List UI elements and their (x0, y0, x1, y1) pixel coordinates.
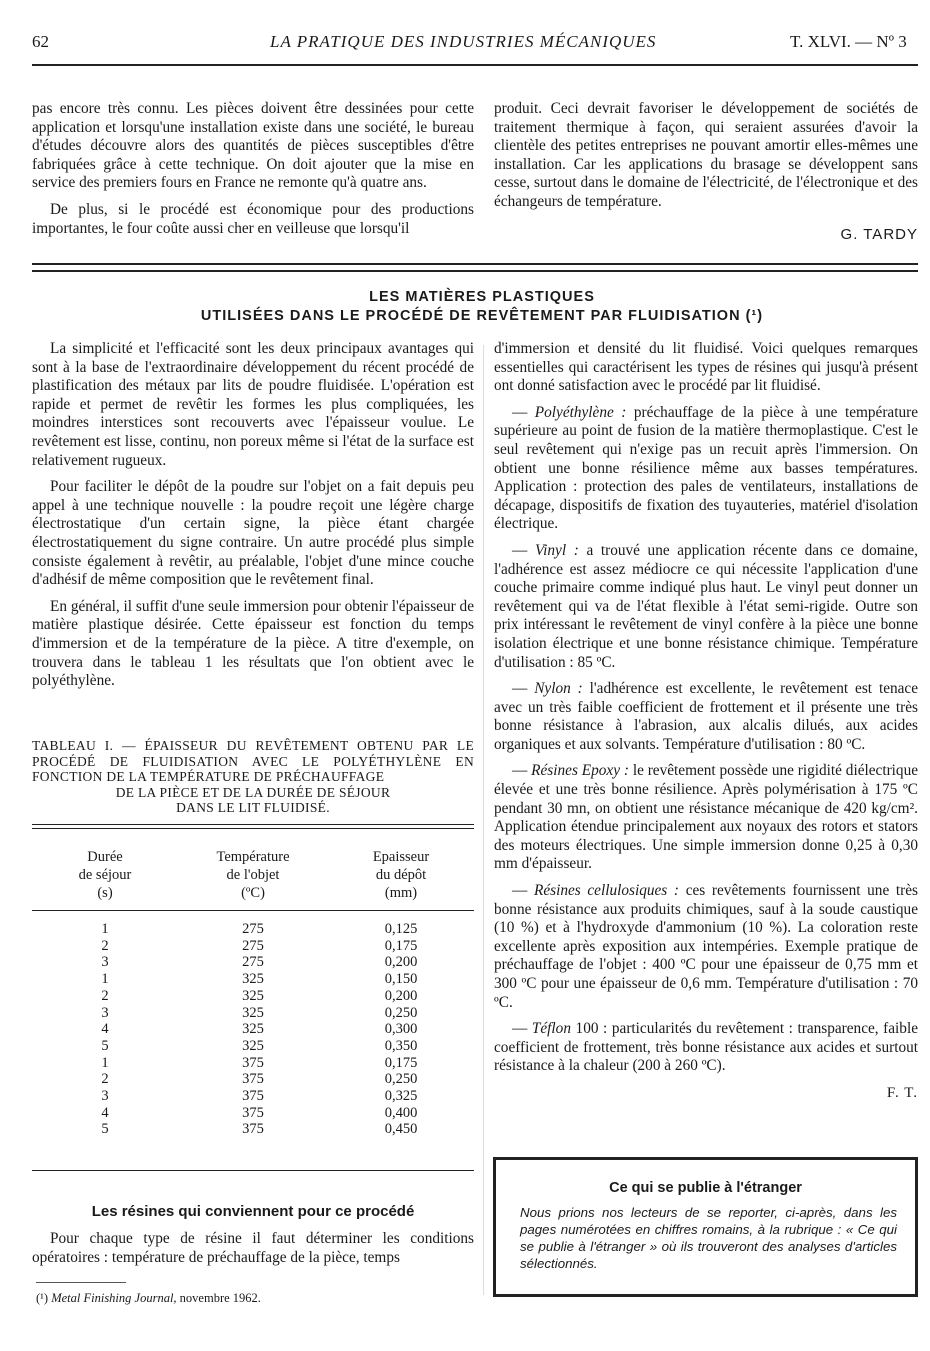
resin-paragraph (494, 882, 918, 1012)
header-text: Durée (87, 849, 123, 865)
table-cell: 2 (101, 987, 109, 1004)
table-row (32, 938, 474, 955)
table-bottom-rule (32, 1170, 474, 1171)
table-cell: 2 (101, 937, 109, 954)
resin-list (494, 404, 918, 1076)
table-caption-line-1: TABLEAU I. — ÉPAISSEUR DU REVÊTEMENT OBTENU PAR LE PROCÉDÉ DE FLUIDISATION AVEC LE POLYÉTHYLÈNE EN FONCTION DE LA TEMPÉRATURE DE PRÉCHAUFFAGE (32, 738, 474, 784)
page-header (0, 30, 930, 60)
volume-number: T. XLVI. — Nº 3 (790, 32, 907, 51)
table-row (32, 1038, 474, 1055)
header-text: du dépôt (375, 867, 427, 883)
resin-description: ces revêtements fournissent une très bonne résistance aux produits chimiques, sauf à la soude caustique (10 %) et à l'hydroxyde d'ammonium (10 %). La coloration reste excellente après exposition aux intempéries. Exemple pratique de préchauffage de l'objet : 400 ºC pour une épaisseur de 0,75 mm et 300 ºC pour une épaisseur de 0,6 mm. Température d'utilisation : 70 ºC. (494, 882, 919, 1011)
header-text: (ºC) (241, 885, 265, 901)
table-cell: 375 (242, 1054, 264, 1071)
resin-description: a trouvé une application récente dans ce domaine, l'adhérence est assez médiocre ce qui nécessite l'application d'une couche primaire comme indiqué plus haut. Le vinyl peut donner un revêtement qui va de l'état flexible à l'état semi-rigide. Outre son prix intéressant le revêtement de vinyl confère à la pièce une bonne isolation électrique et une bonne résistance chimique. Température d'utilisation : 85 ºC. (494, 541, 919, 671)
column-divider (483, 345, 484, 1295)
table-cell: 5 (101, 1037, 109, 1054)
header-text: (mm) (384, 885, 418, 901)
table-cell: 3 (101, 1004, 109, 1021)
table-cell: 0,325 (384, 1088, 418, 1105)
table-cell: 275 (242, 921, 264, 937)
table-cell: 3 (101, 1088, 109, 1105)
table-cell: 0,250 (384, 1071, 418, 1088)
table-cell: 0,400 (384, 1104, 418, 1121)
box-body: Nous prions nos lecteurs de se reporter, ci-après, dans les pages numérotées en chiffres romains, à la rubrique : « Ce qui se publie à l'étranger » où ils trouveront des analyses d'articles sélectionnés. (520, 1205, 897, 1271)
resin-paragraph (494, 762, 918, 874)
resin-name: Nylon : (534, 680, 583, 698)
prev-article-right-column (494, 100, 918, 252)
resin-dash: — (512, 882, 534, 900)
table-cell: 275 (242, 954, 264, 971)
header-rule (32, 64, 918, 66)
table-cell: 375 (242, 1088, 264, 1105)
table-cell: 0,200 (384, 987, 418, 1004)
table-cell: 0,175 (384, 937, 418, 954)
prev-paragraph: De plus, si le procédé est économique pour des productions importantes, le four coûte aussi cher en veilleuse que lorsqu'il (32, 200, 474, 237)
footnote-source: Metal Finishing Journal (51, 1291, 174, 1305)
header-text: (s) (97, 885, 113, 901)
table-body (32, 921, 474, 1138)
table-cell: 1 (101, 1054, 109, 1071)
table-cell: 4 (101, 1104, 109, 1121)
resin-description: le revêtement possède une rigidité diélectrique élevée et une très bonne résilience. Après polymérisation à 175 ºC pendant 30 mn, on obtient une résistance mécanique de 420 kg/cm². Application étendue principalement aux noyaux des rotors et stators des moteurs électriques. Une simple immersion donne 0,25 à 0,30 mm d'épaisseur. (494, 762, 919, 873)
table-row (32, 1105, 474, 1122)
subsection-text (32, 1230, 474, 1275)
table-cell: 5 (101, 1121, 109, 1138)
article-title-line-1: LES MATIÈRES PLASTIQUES (369, 289, 595, 305)
table-cell: 0,175 (384, 1054, 418, 1071)
page-number: 62 (32, 32, 49, 51)
table-cell: 325 (242, 971, 264, 988)
prev-article-signature: G. TARDY (840, 225, 918, 243)
box-title: Ce qui se publie à l'étranger (609, 1180, 802, 1196)
footnote-mark: (¹) (36, 1291, 52, 1305)
table-cell: 325 (242, 1004, 264, 1021)
table-row (32, 921, 474, 938)
table-caption (32, 738, 474, 816)
thickness-table (32, 848, 474, 1138)
header-text: de séjour (78, 867, 132, 883)
resin-name: Résines cellulosiques : (533, 882, 680, 900)
header-text: Température (216, 849, 290, 865)
resin-paragraph (494, 1020, 918, 1076)
prev-paragraph: pas encore très connu. Les pièces doivent être dessinées pour cette application et lorsqu'une installation existe dans une société, le bureau d'études découvre alors des quantités de pièces susceptibles d'être fabriquées grâce à cette technique. On doit ajouter que la mise en service des premiers fours en France ne remonte qu'à quatre ans. (32, 100, 474, 192)
table-cell: 1 (101, 921, 109, 937)
article-right-column (494, 340, 918, 1111)
prev-article-left-column (32, 100, 474, 246)
table-row (32, 1021, 474, 1038)
table-row (32, 1005, 474, 1022)
col-header-duree (32, 848, 178, 902)
col-header-epaisseur (328, 848, 474, 902)
article-paragraph: Pour faciliter le dépôt de la poudre sur l'objet on a fait depuis peu appel à une technique nouvelle : la poudre reçoit une légère charge électrostatique d'un certain signe, la pièce étant chargée électrostatiquement du signe contraire. Un autre procédé plus simple consiste également à revêtir, au préalable, l'objet d'une mince couche d'adhésif de même composition que le revêtement final. (32, 478, 474, 589)
resin-paragraph (494, 404, 918, 534)
table-cell: 0,125 (384, 921, 418, 937)
article-title (32, 288, 930, 326)
table-header-row (32, 848, 474, 902)
resin-dash: — (512, 403, 535, 421)
table-cell: 4 (101, 1021, 109, 1038)
header-text: de l'objet (226, 867, 280, 883)
resin-name: Résines Epoxy : (531, 762, 629, 780)
header-text: Epaisseur (372, 849, 430, 865)
table-caption-line-2: DE LA PIÈCE ET DE LA DURÉE DE SÉJOUR (115, 784, 391, 800)
table-row (32, 1055, 474, 1072)
resin-description: préchauffage de la pièce à une température supérieure au point de fusion de la matière thermoplastique. C'est le seul revêtement qui n'exige pas un recuit après l'immersion. On obtient une bonne résilience même aux basses températures. Application : protection des pales de ventilateurs, installations de décapage, dispositifs de fixation des tuyauteries, matériel d'isolation électrique. (494, 403, 919, 533)
table-cell: 0,450 (384, 1121, 418, 1138)
table-row (32, 988, 474, 1005)
table-top-rule-2 (32, 828, 474, 829)
article-paragraph: En général, il suffit d'une seule immersion pour obtenir l'épaisseur de matière plastique désirée. Cette épaisseur est fonction du temps d'immersion et de la température de la pièce. A titre d'exemple, on trouvera dans le tableau 1 les résultats que l'on obtient avec le polyéthylène. (32, 597, 474, 690)
resin-paragraph (494, 542, 918, 672)
table-cell: 0,350 (384, 1037, 418, 1054)
resin-name: Vinyl : (534, 541, 579, 559)
resin-paragraph (494, 680, 918, 754)
footnote-rule (36, 1282, 126, 1283)
section-subheading: Les résines qui conviennent pour ce procédé (91, 1203, 415, 1220)
table-row (32, 971, 474, 988)
table-cell: 375 (242, 1104, 264, 1121)
resin-dash: — (512, 680, 535, 698)
table-caption-line-3: DANS LE LIT FLUIDISÉ. (176, 800, 330, 815)
table-top-rule (32, 824, 474, 825)
col-header-temperature (178, 848, 328, 902)
resin-name: Polyéthylène : (534, 403, 627, 421)
table-cell: 325 (242, 1021, 264, 1038)
resin-dash: — (512, 1020, 532, 1038)
journal-title: LA PRATIQUE DES INDUSTRIES MÉCANIQUES (270, 32, 657, 51)
article-paragraph: Pour chaque type de résine il faut déterminer les conditions opératoires : température de préchauffage de la pièce, temps (32, 1230, 474, 1266)
table-cell: 325 (242, 987, 264, 1004)
table-cell: 275 (242, 937, 264, 954)
article-left-column (32, 340, 474, 699)
resin-dash: — (512, 541, 535, 559)
table-cell: 0,250 (384, 1004, 418, 1021)
foreign-publications-box (493, 1157, 918, 1297)
article-paragraph: La simplicité et l'efficacité sont les deux principaux avantages qui sont à la base de l'extraordinaire développement du récent procédé de plastification des métaux par lits de poudre fluidisée. L'opération est rapide et permet de revêtir les formes les plus compliquées, les moindres interstices sont recouverts avec l'épaisseur voulue. Le revêtement est lisse, continu, non poreux même si l'état de la surface est relativement rugueux. (32, 340, 474, 469)
table-row (32, 1088, 474, 1105)
table-cell: 3 (101, 954, 109, 971)
table-cell: 0,300 (384, 1021, 418, 1038)
table-cell: 0,150 (384, 971, 418, 988)
resin-description: l'adhérence est excellente, le revêtement est tenace avec un très faible coefficient de frottement et il présente une très bonne résistance à l'abrasion, aux alcalis dilués, aux acides organiques et aux solvants. Température d'utilisation : 80 ºC. (494, 680, 918, 753)
table-cell: 325 (242, 1037, 264, 1054)
article-paragraph: d'immersion et densité du lit fluidisé. Voici quelques remarques essentielles qui caractérisent les types de résines qui jusqu'à présent ont donné satisfaction avec le procédé par lit fluidisé. (494, 340, 918, 395)
prev-paragraph: produit. Ceci devrait favoriser le développement de sociétés de traitement thermique à façon, qui seraient assurées d'avoir la clientèle des petites entreprises ne pouvant amortir elles-mêmes une installation. Car les applications du brasage se développent sans cesse, surtout dans le domaine de l'électricité, de l'électronique et des échangeurs de température. (494, 100, 918, 210)
article-signature: F. T. (886, 1084, 918, 1101)
table-cell: 375 (242, 1071, 264, 1088)
footnote (36, 1291, 261, 1306)
resin-name: Téflon (531, 1020, 571, 1038)
article-title-line-2: UTILISÉES DANS LE PROCÉDÉ DE REVÊTEMENT PAR FLUIDISATION (¹) (200, 308, 764, 324)
resin-dash: — (512, 762, 532, 780)
table-cell: 375 (242, 1121, 264, 1138)
resin-description: 100 : particularités du revêtement : transparence, faible coefficient de frottement, très bonne résistance aux acides et surtout résistance à la chaleur (200 à 260 ºC). (494, 1020, 918, 1075)
table-cell: 0,200 (384, 954, 418, 971)
table-cell: 1 (101, 971, 109, 988)
table-row (32, 1071, 474, 1088)
table-row (32, 1121, 474, 1138)
article-separator-rule (32, 263, 918, 272)
table-cell: 2 (101, 1071, 109, 1088)
footnote-date: , novembre 1962. (173, 1291, 261, 1305)
table-row (32, 954, 474, 971)
